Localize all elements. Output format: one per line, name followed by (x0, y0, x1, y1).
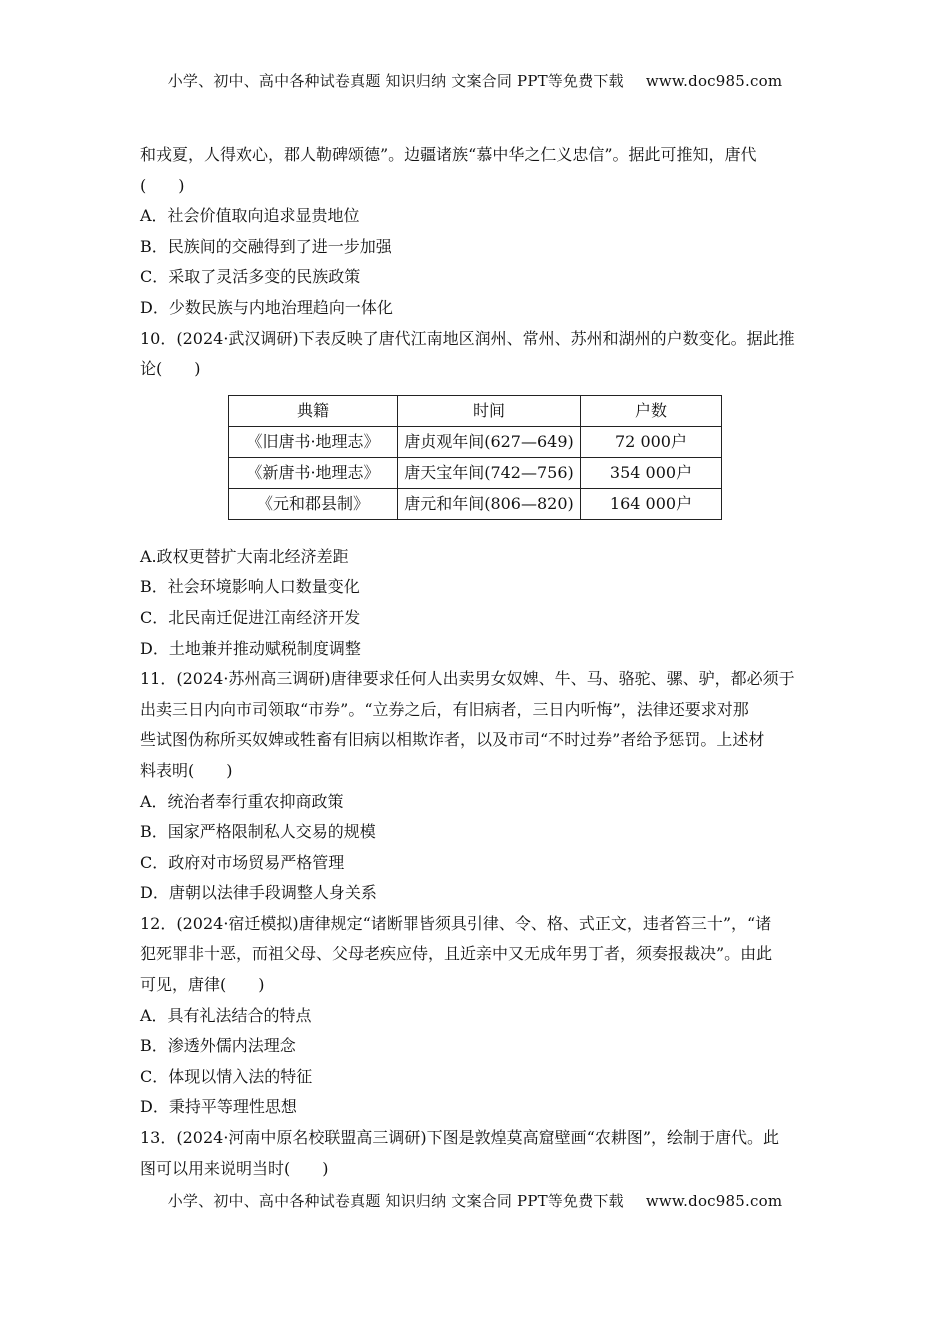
question-9-continuation (140, 140, 812, 324)
table-cell: 《元和郡县制》 (229, 488, 398, 519)
table-cell: 164 000户 (581, 488, 722, 519)
table-header: 典籍 (229, 395, 398, 426)
question-stem-line: 料表明( ) (140, 760, 233, 780)
household-table-wrapper (140, 385, 812, 542)
table-row (229, 457, 722, 488)
table-header: 时间 (398, 395, 581, 426)
question-10 (140, 324, 812, 665)
household-table (228, 395, 722, 520)
header-text: 小学、初中、高中各种试卷真题 知识归纳 文案合同 PPT等免费下载 (167, 72, 624, 90)
option-a: A．统治者奉行重农抑商政策 (140, 791, 344, 811)
table-cell: 354 000户 (581, 457, 722, 488)
table-cell: 72 000户 (581, 426, 722, 457)
option-b: B．民族间的交融得到了进一步加强 (140, 236, 392, 256)
answer-blank: ( ) (140, 175, 185, 195)
question-stem-line: 犯死罪非十恶，而祖父母、父母老疾应侍，且近亲中又无成年男丁者，须奏报裁决”。由此 (140, 944, 773, 964)
page-footer (0, 1190, 950, 1211)
question-stem-line: 论( ) (140, 359, 201, 379)
table-cell: 唐天宝年间(742—756) (398, 457, 581, 488)
table-row (229, 426, 722, 457)
option-c: C．政府对市场贸易严格管理 (140, 852, 345, 872)
footer-text: 小学、初中、高中各种试卷真题 知识归纳 文案合同 PPT等免费下载 (167, 1192, 624, 1210)
option-b: B．社会环境影响人口数量变化 (140, 577, 360, 597)
table-row (229, 488, 722, 519)
option-a: A．社会价值取向追求显贵地位 (140, 206, 360, 226)
option-c: C．采取了灵活多变的民族政策 (140, 267, 361, 287)
option-b: B．渗透外儒内法理念 (140, 1036, 296, 1056)
page-header (0, 70, 950, 91)
header-url[interactable]: www.doc985.com (645, 72, 783, 90)
question-stem-line: 10．(2024·武汉调研)下表反映了唐代江南地区润州、常州、苏州和湖州的户数变化。据此推 (140, 328, 795, 348)
question-stem-line: 可见，唐律( ) (140, 975, 265, 995)
option-a: A.政权更替扩大南北经济差距 (140, 546, 349, 566)
question-stem-line: 图可以用来说明当时( ) (140, 1158, 329, 1178)
table-cell: 唐贞观年间(627—649) (398, 426, 581, 457)
option-a: A．具有礼法结合的特点 (140, 1005, 312, 1025)
option-d: D．唐朝以法律手段调整人身关系 (140, 883, 377, 903)
option-c: C．体现以情入法的特征 (140, 1066, 313, 1086)
option-d: D．秉持平等理性思想 (140, 1097, 297, 1117)
question-stem-line: 12．(2024·宿迁模拟)唐律规定“诸断罪皆须具引律、令、格、式正文，违者笞三十”，“诸 (140, 913, 772, 933)
question-stem-line: 出卖三日内向市司领取“市券”。“立券之后，有旧病者，三日内听悔”，法律还要求对那 (140, 699, 749, 719)
option-d: D．土地兼并推动赋税制度调整 (140, 638, 361, 658)
question-stem-line: 些试图伪称所买奴婢或牲畜有旧病以相欺诈者，以及市司“不时过券”者给予惩罚。上述材 (140, 730, 765, 750)
question-11 (140, 664, 812, 909)
page-content (140, 140, 812, 1184)
footer-url[interactable]: www.doc985.com (645, 1192, 783, 1210)
question-13 (140, 1123, 812, 1184)
option-b: B．国家严格限制私人交易的规模 (140, 822, 376, 842)
question-stem-line: 11．(2024·苏州高三调研)唐律要求任何人出卖男女奴婢、牛、马、骆驼、骡、驴，都必须于 (140, 669, 795, 689)
question-12 (140, 909, 812, 1123)
table-cell: 唐元和年间(806—820) (398, 488, 581, 519)
table-header-row (229, 395, 722, 426)
table-cell: 《新唐书·地理志》 (229, 457, 398, 488)
table-cell: 《旧唐书·地理志》 (229, 426, 398, 457)
option-c: C．北民南迁促进江南经济开发 (140, 607, 361, 627)
question-stem-line: 和戎夏，人得欢心，郡人勒碑颂德”。边疆诸族“慕中华之仁义忠信”。据此可推知，唐代 (140, 145, 757, 164)
option-d: D．少数民族与内地治理趋向一体化 (140, 297, 393, 317)
question-stem-line: 13．(2024·河南中原名校联盟高三调研)下图是敦煌莫高窟壁画“农耕图”，绘制于唐代。此 (140, 1128, 780, 1148)
table-header: 户数 (581, 395, 722, 426)
